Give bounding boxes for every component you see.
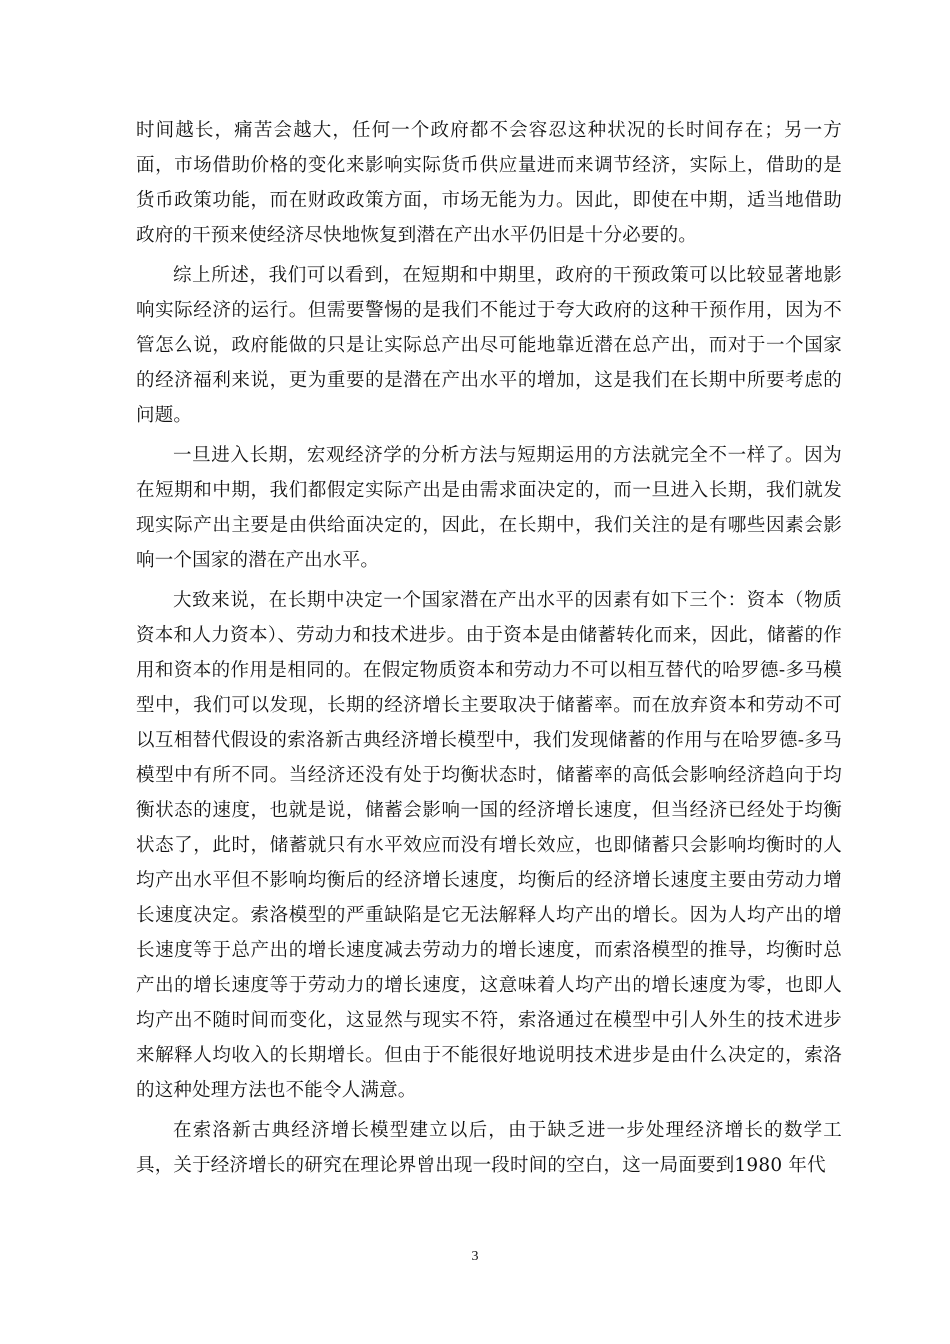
paragraph-5: 在索洛新古典经济增长模型建立以后，由于缺乏进一步处理经济增长的数学工具，关于经济增长的研究在理论界曾出现一段时间的空白，这一局面要到1980 年代 <box>136 1120 842 1176</box>
body-text <box>136 113 842 1188</box>
paragraph-2: 综上所述，我们可以看到，在短期和中期里，政府的干预政策可以比较显著地影响实际经济的运行。但需要警惕的是我们不能过于夸大政府的这种干预作用，因为不管怎么说，政府能做的只是让实际总产出尽可能地靠近潜在总产出，而对于一个国家的经济福利来说，更为重要的是潜在产出水平的增加，这是我们在长期中所要考虑的问题。 <box>136 265 842 426</box>
page-number: 3 <box>471 1249 479 1264</box>
paragraph-3: 一旦进入长期，宏观经济学的分析方法与短期运用的方法就完全不一样了。因为在短期和中期，我们都假定实际产出是由需求面决定的，而一旦进入长期，我们就发现实际产出主要是由供给面决定的，因此，在长期中，我们关注的是有哪些因素会影响一个国家的潜在产出水平。 <box>136 445 842 571</box>
paragraph-1: 时间越长，痛苦会越大，任何一个政府都不会容忍这种状况的长时间存在；另一方面，市场借助价格的变化来影响实际货币供应量进而来调节经济，实际上，借助的是货币政策功能，而在财政政策方面，市场无能为力。因此，即使在中期，适当地借助政府的干预来使经济尽快地恢复到潜在产出水平仍旧是十分必要的。 <box>136 120 842 246</box>
paragraph-4: 大致来说，在长期中决定一个国家潜在产出水平的因素有如下三个：资本（物质资本和人力资本）、劳动力和技术进步。由于资本是由储蓄转化而来，因此，储蓄的作用和资本的作用是相同的。在假定物质资本和劳动力不可以相互替代的哈罗德-多马模型中，我们可以发现，长期的经济增长主要取决于储蓄率。而在放弃资本和劳动不可以互相替代假设的索洛新古典经济增长模型中，我们发现储蓄的作用与在哈罗德-多马模型中有所不同。当经济还没有处于均衡状态时，储蓄率的高低会影响经济趋向于均衡状态的速度，也就是说，储蓄会影响一国的经济增长速度，但当经济已经处于均衡状态了，此时，储蓄就只有水平效应而没有增长效应，也即储蓄只会影响均衡时的人均产出水平但不影响均衡后的经济增长速度，均衡后的经济增长速度主要由劳动力增长速度决定。索洛模型的严重缺陷是它无法解释人均产出的增长。因为人均产出的增长速度等于总产出的增长速度减去劳动力的增长速度，而索洛模型的推导，均衡时总产出的增长速度等于劳动力的增长速度，这意味着人均产出的增长速度为零，也即人均产出不随时间而变化，这显然与现实不符，索洛通过在模型中引人外生的技术进步来解释人均收入的长期增长。但由于不能很好地说明技术进步是由什么决定的，索洛的这种处理方法也不能令人满意。 <box>136 590 842 1101</box>
